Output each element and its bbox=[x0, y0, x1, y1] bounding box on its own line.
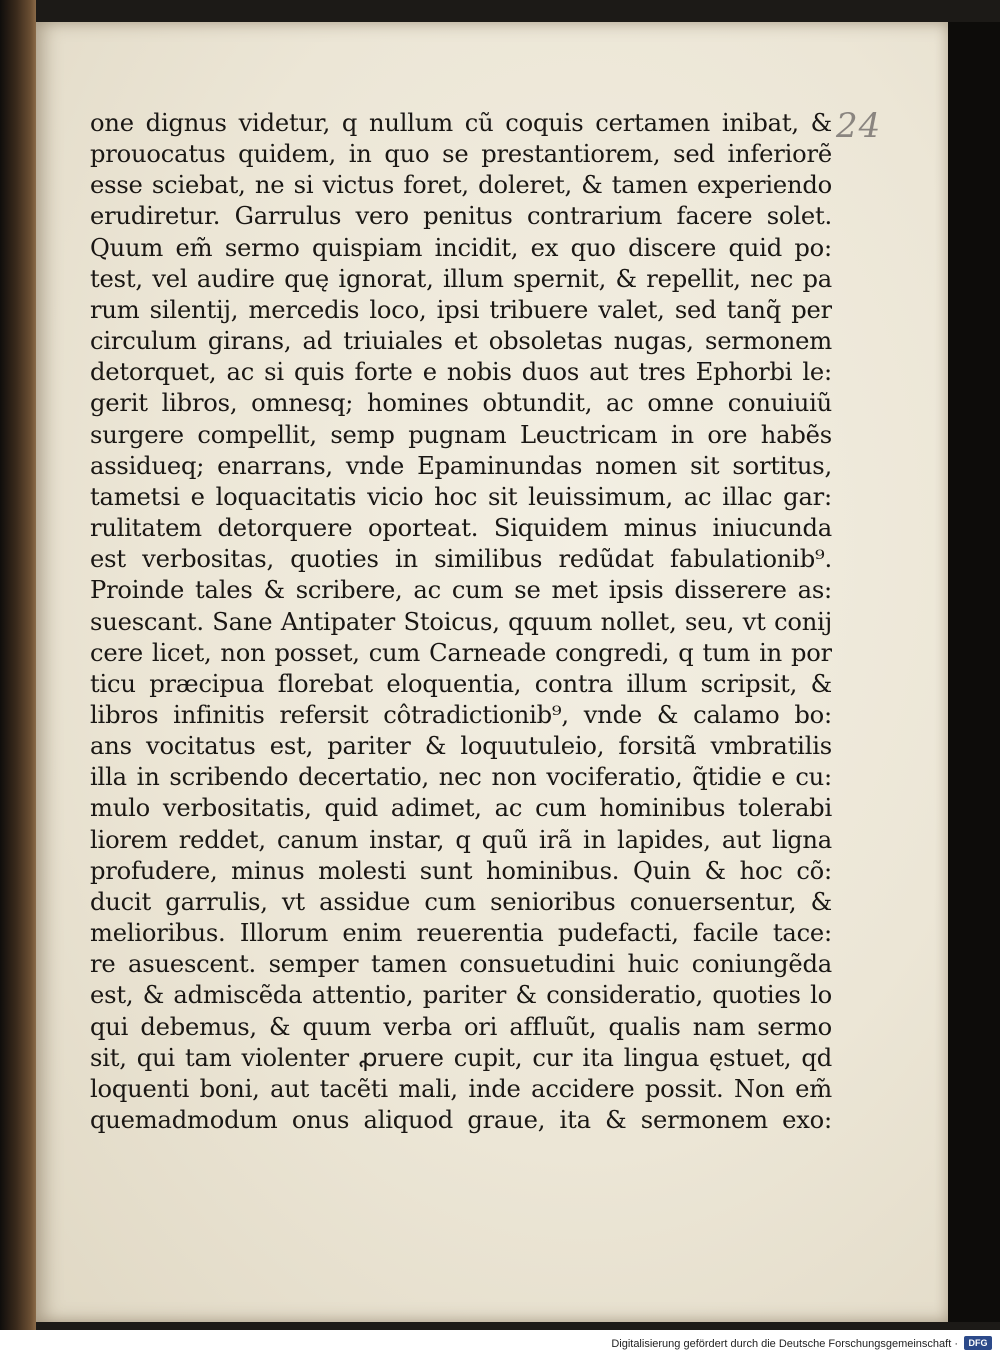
text-line: quemadmodum onus aliquod graue, ita & sermonem exo: bbox=[90, 1106, 832, 1134]
text-line: detorquet, ac si quis forte e nobis duos aut tres Ephorbi le: bbox=[90, 358, 832, 387]
text-line: libros infinitis refersit côtradictionib⁹, vnde & calamo bo: bbox=[90, 700, 832, 729]
text-line: liorem reddet, canum instar, q quũ irã in lapides, aut ligna bbox=[90, 825, 832, 854]
text-line: loquenti boni, aut tacẽti mali, inde accidere possit. Non em̃ bbox=[90, 1074, 832, 1103]
dfg-logo: DFG bbox=[964, 1336, 992, 1350]
text-line: re asuescent. semper tamen consuetudini huic coniungẽda bbox=[90, 950, 832, 979]
funding-credit: Digitalisierung gefördert durch die Deutsche Forschungsgemeinschaft · bbox=[611, 1338, 958, 1350]
text-line: illa in scribendo decertatio, nec non vociferatio, q̃tidie e cu: bbox=[90, 763, 832, 792]
text-line: Quum em̃ sermo quispiam incidit, ex quo discere quid po: bbox=[90, 233, 832, 262]
text-line: circulum girans, ad triuiales et obsoletas nugas, sermonem bbox=[90, 327, 832, 356]
text-line: assidueq; enarrans, vnde Epaminundas nomen sit sortitus, bbox=[90, 451, 832, 480]
folio-number: 24 bbox=[836, 106, 882, 146]
text-line: suescant. Sane Antipater Stoicus, qquum nollet, seu, vt conij bbox=[90, 607, 832, 636]
text-line: est, & admiscẽda attentio, pariter & consideratio, quoties lo bbox=[90, 981, 832, 1010]
text-line: Proinde tales & scribere, ac cum se met ipsis disserere as: bbox=[90, 576, 832, 605]
book-spine-edge bbox=[0, 0, 36, 1330]
text-line: rulitatem detorquere oporteat. Siquidem minus iniucunda bbox=[90, 514, 832, 543]
scan-background-strip bbox=[948, 22, 1000, 1322]
body-text bbox=[90, 108, 832, 1136]
text-line: profudere, minus molesti sunt hominibus. Quin & hoc cõ: bbox=[90, 856, 832, 885]
text-line: est verbositas, quoties in similibus redũdat fabulationib⁹. bbox=[90, 545, 832, 574]
text-line: ticu præcipua florebat eloquentia, contra illum scripsit, & bbox=[90, 669, 832, 698]
text-line: test, vel audire quę ignorat, illum spernit, & repellit, nec pa bbox=[90, 264, 832, 293]
text-line: melioribus. Illorum enim reuerentia pudefacti, facile tace: bbox=[90, 919, 832, 948]
text-line: ans vocitatus est, pariter & loquutuleio, forsitã vmbratilis bbox=[90, 732, 832, 761]
text-line: mulo verbositatis, quid adimet, ac cum hominibus tolerabi bbox=[90, 794, 832, 823]
text-line: tametsi e loquacitatis vicio hoc sit leuissimum, ac illac gar: bbox=[90, 482, 832, 511]
text-line: esse sciebat, ne si victus foret, doleret, & tamen experiendo bbox=[90, 171, 832, 200]
text-line: rum silentij, mercedis loco, ipsi tribuere valet, sed tanq̃ per bbox=[90, 295, 832, 324]
text-line: gerit libros, omnesq; homines obtundit, ac omne conuiuiũ bbox=[90, 389, 832, 418]
text-line: ducit garrulis, vt assidue cum senioribus conuersentur, & bbox=[90, 887, 832, 916]
text-line: sit, qui tam violenter ꝓruere cupit, cur ita lingua ęstuet, qd bbox=[90, 1043, 832, 1072]
text-line: cere licet, non posset, cum Carneade congredi, q tum in por bbox=[90, 638, 832, 667]
footer-bar bbox=[0, 1330, 1000, 1357]
text-line: qui debemus, & quum verba ori affluũt, qualis nam sermo bbox=[90, 1012, 832, 1041]
text-line: surgere compellit, semp pugnam Leuctricam in ore habẽs bbox=[90, 420, 832, 449]
text-line: prouocatus quidem, in quo se prestantiorem, sed inferiorẽ bbox=[90, 140, 832, 169]
text-line: erudiretur. Garrulus vero penitus contrarium facere solet. bbox=[90, 202, 832, 231]
text-line: one dignus videtur, q nullum cũ coquis certamen inibat, & bbox=[90, 109, 832, 137]
